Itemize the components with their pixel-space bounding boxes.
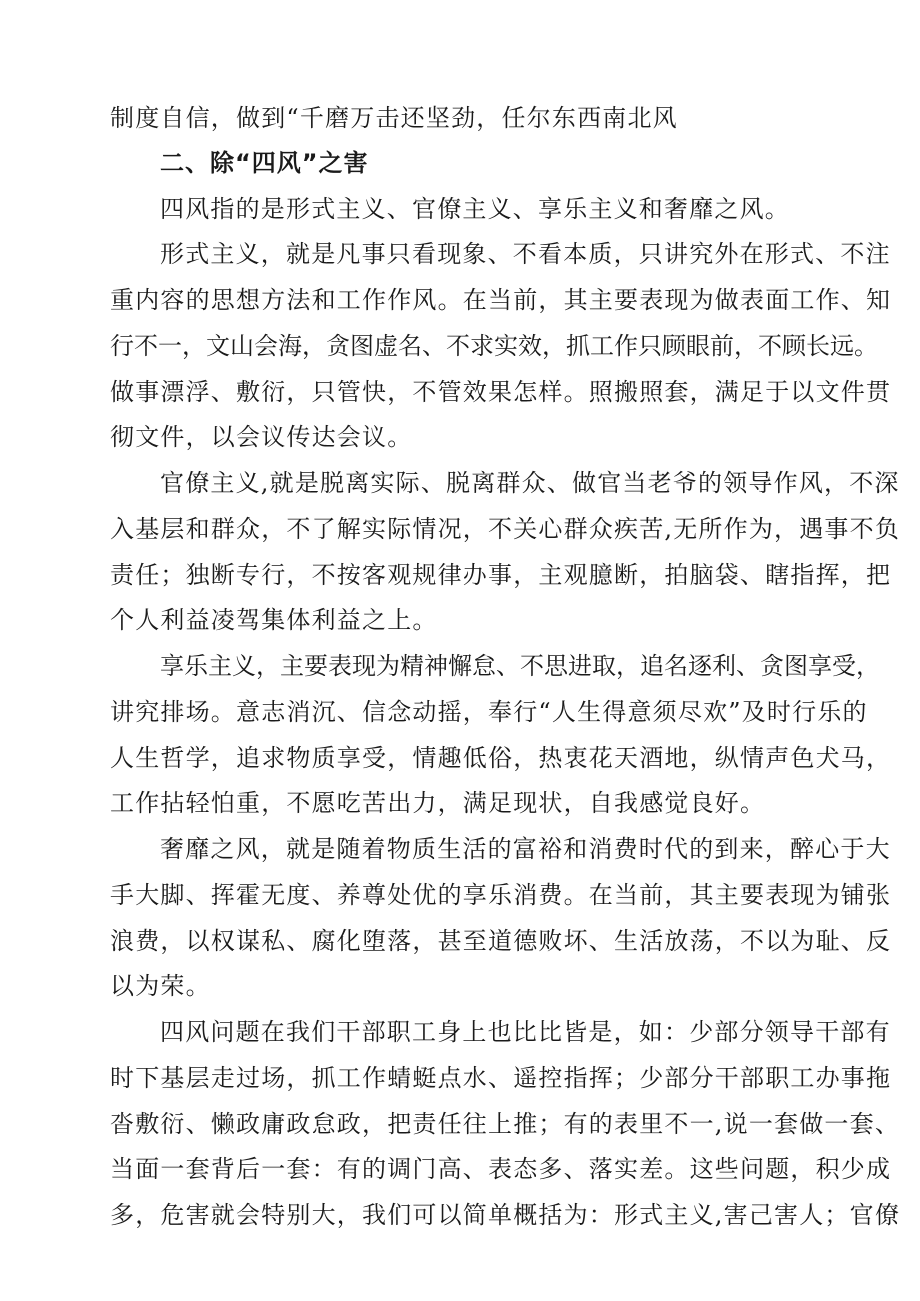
text-line: 工作拈轻怕重，不愿吃苦出力，满足现状，自我感觉良好。 [110,789,766,817]
text-line: 多，危害就会特别大，我们可以简单概括为：形式主义,害己害人；官僚 [110,1201,901,1229]
text-line: 彻文件，以会议传达会议。 [110,423,413,451]
text-line: 官僚主义,就是脱离实际、脱离群众、做官当老爷的领导作风，不深 [160,469,900,497]
text-line: 四风问题在我们干部职工身上也比比皆是，如：少部分领导干部有 [160,1018,891,1046]
text-line: 浪费，以权谋私、腐化堕落，甚至道德败坏、生活放荡，不以为耻、反 [110,927,892,955]
section-heading: 二、除“四风”之害 [160,149,369,177]
text-line: 手大脚、挥霍无度、养尊处优的享乐消费。在当前，其主要表现为铺张 [110,881,892,909]
text-line: 讲究排场。意志消沉、信念动摇，奉行“人生得意须尽欢”及时行乐的 [110,698,868,726]
text-line: 重内容的思想方法和工作作风。在当前，其主要表现为做表面工作、知 [110,286,892,314]
text-line: 时下基层走过场，抓工作蜻蜓点水、遥控指挥；少部分干部职工办事拖 [110,1064,892,1092]
text-line: 责任；独断专行，不按客观规律办事，主观臆断，拍脑袋、瞎指挥，把 [110,561,892,589]
text-line: 四风指的是形式主义、官僚主义、享乐主义和奢靡之风。 [160,195,790,223]
text-line: 行不一，文山会海，贪图虚名、不求实效，抓工作只顾眼前，不顾长远。 [110,332,878,360]
text-line: 做事漂浮、敷衍，只管快，不管效果怎样。照搬照套，满足于以文件贯 [110,378,892,406]
text-line: 个人利益凌驾集体利益之上。 [110,606,438,634]
text-line: 入基层和群众，不了解实际情况，不关心群众疾苦,无所作为，遇事不负 [110,515,901,543]
text-line: 享乐主义，主要表现为精神懈怠、不思进取，追名逐利、贪图享受， [160,652,880,680]
text-line: 奢靡之风，就是随着物质生活的富裕和消费时代的到来，醉心于大 [160,835,891,863]
text-line: 当面一套背后一套：有的调门高、表态多、落实差。这些问题，积少成 [110,1155,892,1183]
text-line: 人生哲学，追求物质享受，情趣低俗，热衷花天酒地，纵情声色犬马， [110,744,892,772]
text-line: 制度自信，做到“千磨万击还坚劲，任尔东西南北风 [110,104,678,132]
text-line: 沓敷衍、懒政庸政怠政，把责任往上推；有的表里不一,说一套做一套、 [110,1110,901,1138]
text-line: 以为荣。 [110,972,211,1000]
text-line: 形式主义，就是凡事只看现象、不看本质，只讲究外在形式、不注 [160,240,891,268]
